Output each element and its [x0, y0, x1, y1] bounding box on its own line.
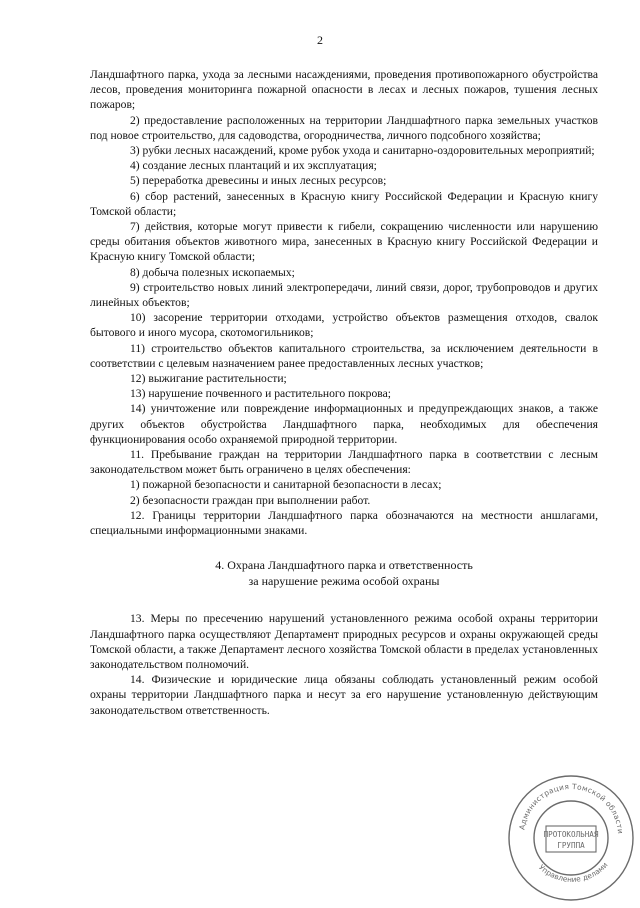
paragraph: 3) рубки лесных насаждений, кроме рубок ухода и санитарно-оздоровительных мероприятий; [130, 144, 595, 158]
paragraph: 10) засорение территории отходами, устройство объектов размещения отходов, свалок бытового и иного мусора, скотомогильников; [90, 311, 598, 340]
paragraph: 14. Физические и юридические лица обязаны соблюдать установленный режим особой охраны территории Ландшафтного парка и несут за его нарушение установленную действующим законодательством ответственность. [90, 673, 598, 717]
section-heading-line-2: за нарушение режима особой охраны [248, 573, 440, 588]
paragraph: 13. Меры по пресечению нарушений установленного режима особой охраны территории Ландшафтного парка осуществляют Департамент природных ресурсов и охраны окружающей среды Томской области, а также Департамент лесного хозяйства Томской области в пределах установленных законодательством полномочий. [90, 612, 598, 671]
stamp-inner-line-1: ПРОТОКОЛЬНАЯ [543, 830, 599, 839]
stamp-inner-line-2: ГРУППА [557, 841, 585, 850]
office-stamp-seal [502, 768, 640, 908]
paragraph: 7) действия, которые могут привести к гибели, сокращению численности или нарушению среды обитания объектов животного мира, занесенных в Красную книгу Российской Федерации и Красную книгу Томской области; [90, 220, 598, 264]
paragraph: 11) строительство объектов капитального строительства, за исключением деятельности в соответствии с целевым назначением ранее предоставленных лесных участков; [90, 341, 598, 370]
paragraph: 9) строительство новых линий электропередачи, линий связи, дорог, трубопроводов и других линейных объектов; [90, 280, 598, 310]
paragraph: 5) переработка древесины и иных лесных ресурсов; [130, 174, 387, 188]
page-number: 2 [317, 33, 323, 47]
paragraph: 2) безопасности граждан при выполнении работ. [130, 493, 371, 507]
paragraph: 2) предоставление расположенных на территории Ландшафтного парка земельных участков под новое строительство, для садоводства, огородничества, личного подсобного хозяйства; [90, 113, 598, 142]
paragraph: 4) создание лесных плантаций и их эксплуатация; [130, 159, 377, 173]
paragraph: 14) уничтожение или повреждение информационных и предупреждающих знаков, а также других объектов обустройства Ландшафтного парка, необходимых для обеспечения функционирования особо охраняемой природной территории. [90, 402, 598, 446]
paragraph: 13) нарушение почвенного и растительного покрова; [130, 387, 391, 401]
stamp-outer-text: Администрация Томской области [517, 781, 626, 835]
paragraph: Ландшафтного парка, ухода за лесными насаждениями, проведения противопожарного обустройства лесов, проведения мониторинга пожарной опасности в лесах и лесных пожаров, тушения лесных пожаров; [90, 68, 598, 112]
paragraph: 12) выжигание растительности; [130, 372, 287, 386]
paragraph: 12. Границы территории Ландшафтного парка обозначаются на местности аншлагами, специальными информационными знаками. [90, 508, 598, 538]
stamp-bottom-text: Управление делами [537, 860, 610, 884]
section-heading [90, 558, 598, 589]
paragraphs-after-heading [90, 611, 598, 717]
document-body [90, 67, 598, 718]
paragraph: 8) добыча полезных ископаемых; [130, 265, 295, 279]
paragraph: 11. Пребывание граждан на территории Ландшафтного парка в соответствии с лесным законодательством может быть ограничено в целях обеспечения: [90, 448, 598, 477]
section-heading-line-1: 4. Охрана Ландшафтного парка и ответственность [215, 558, 473, 573]
paragraph: 1) пожарной безопасности и санитарной безопасности в лесах; [130, 478, 442, 492]
paragraphs-before-heading [90, 67, 598, 538]
paragraph: 6) сбор растений, занесенных в Красную книгу Российской Федерации и Красную книгу Томской области; [90, 189, 598, 218]
